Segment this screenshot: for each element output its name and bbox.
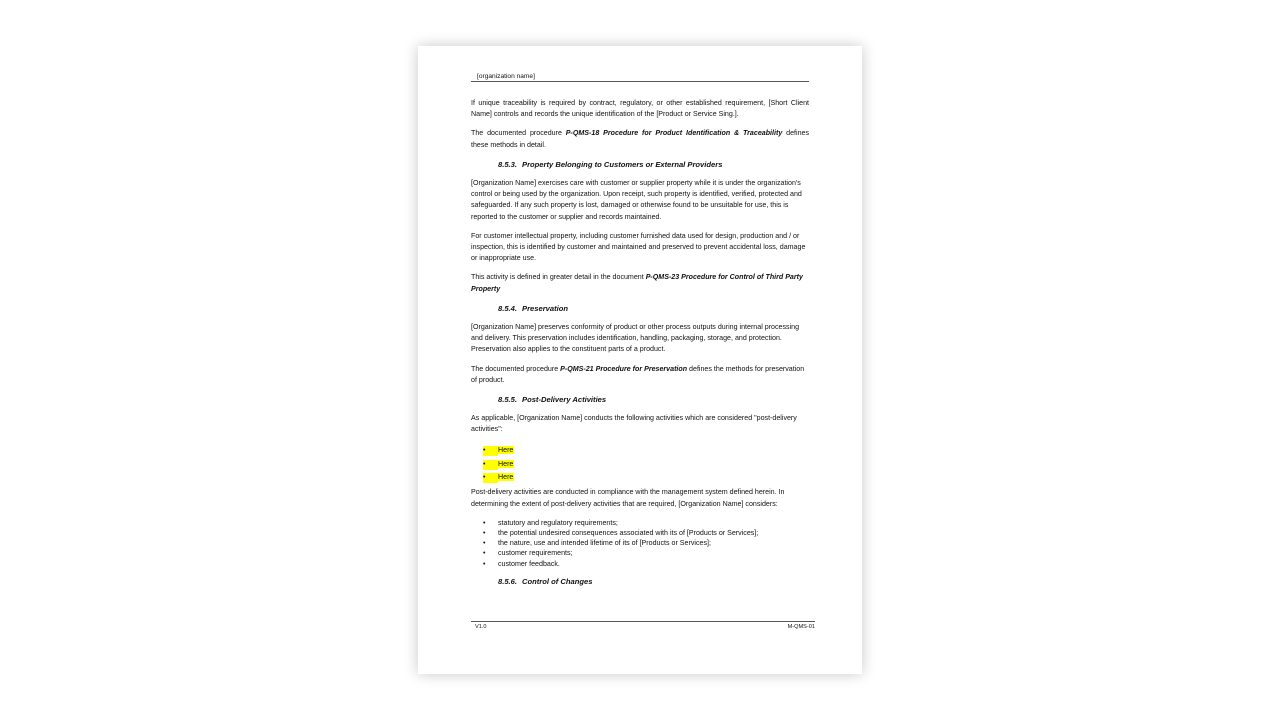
list-item: • customer requirements;	[483, 548, 809, 558]
text: defines the methods for preservation of product.	[471, 364, 805, 384]
considerations-list	[471, 518, 809, 569]
section-number: 8.5.4.	[498, 303, 517, 313]
section-heading-8-5-3	[498, 159, 809, 170]
section-title: Property Belonging to Customers or External Providers	[522, 159, 723, 169]
footer-document-id: M-QMS-01	[787, 624, 815, 630]
list-item	[483, 471, 809, 485]
paragraph-customer-property: [Organization Name] exercises care with customer or supplier property while it is under the organization's control or being used by the organization. Upon receipt, such property is identified, verified, protected and safeguarded. If any such property is lost, damaged or otherwise found to be unsuitable for use, this is reported to the customer or supplier and records maintained.	[471, 179, 802, 221]
paragraph-post-delivery-intro: As applicable, [Organization Name] conducts the following activities which are considered "post-delivery activities":	[471, 414, 797, 434]
section-heading-8-5-6	[498, 576, 809, 587]
page-header	[471, 72, 809, 82]
footer-version: V1.0	[475, 624, 487, 630]
section-title: Preservation	[522, 303, 569, 313]
procedure-reference: P-QMS-23 Procedure for Control of Third Party Property	[471, 273, 803, 293]
section-heading-8-5-4	[498, 303, 809, 314]
document-page	[418, 46, 862, 674]
section-heading-8-5-5	[498, 394, 809, 405]
list-item	[483, 458, 809, 472]
paragraph-procedure-ref-21	[471, 364, 809, 386]
highlighted-placeholder-list	[471, 444, 809, 486]
text: defines these methods in detail.	[471, 129, 810, 149]
section-number: 8.5.5.	[498, 395, 517, 405]
procedure-reference: P-QMS-18 Procedure for Product Identification & Traceability	[565, 129, 783, 138]
list-item	[483, 444, 809, 458]
text: This activity is defined in greater detail in the document	[471, 273, 646, 282]
section-title: Control of Changes	[522, 576, 593, 586]
page-footer	[471, 621, 815, 631]
paragraph-procedure-ref-18	[471, 128, 809, 150]
list-item: • the nature, use and intended lifetime of its of [Products or Services];	[483, 538, 809, 548]
list-item: • the potential undesired consequences associated with its of [Products or Services];	[483, 528, 809, 538]
placeholder-text: Here	[498, 459, 514, 468]
paragraph-intellectual-property: For customer intellectual property, including customer furnished data used for design, production and / or inspection, this is identified by customer and maintained and preserved to prevent accidental loss, damage or inappropriate use.	[471, 231, 806, 263]
text: The documented procedure	[471, 129, 566, 138]
paragraph-traceability: If unique traceability is required by contract, regulatory, or other established requirement, [Short Client Name] controls and records the unique identification of the [Product or Service Sing.].	[471, 99, 809, 119]
paragraph-post-delivery-compliance: Post-delivery activities are conducted in compliance with the management system defined herein. In determining the extent of post-delivery activities that are required, [Organization Name] considers:	[471, 488, 785, 508]
placeholder-text: Here	[498, 473, 514, 482]
section-number: 8.5.6.	[498, 576, 517, 586]
paragraph-procedure-ref-23	[471, 272, 809, 294]
placeholder-text: Here	[498, 445, 514, 454]
list-item: • statutory and regulatory requirements;	[483, 518, 809, 528]
text: The documented procedure	[471, 364, 561, 373]
list-item: • customer feedback.	[483, 559, 809, 569]
paragraph-preservation: [Organization Name] preserves conformity of product or other process outputs during internal processing and delivery. This preservation includes identification, handling, packaging, storage, and protection. Preservation also applies to the constituent parts of a product.	[471, 323, 800, 354]
section-number: 8.5.3.	[498, 159, 517, 169]
page-body	[471, 98, 809, 595]
header-org-name: [organization name]	[477, 73, 535, 80]
section-title: Post-Delivery Activities	[522, 395, 607, 405]
procedure-reference: P-QMS-21 Procedure for Preservation	[560, 364, 688, 373]
